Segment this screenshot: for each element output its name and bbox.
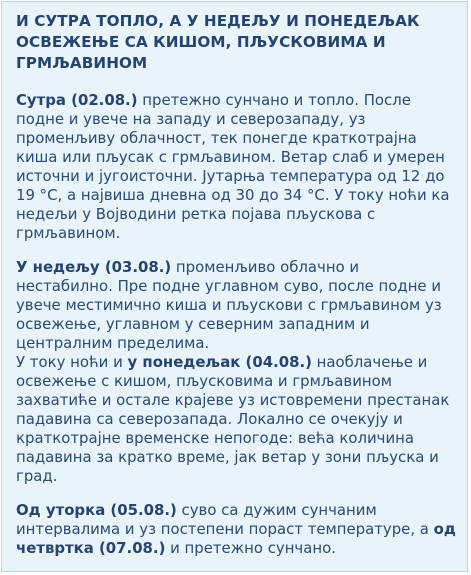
forecast-paragraph-sunday [16,258,459,353]
forecast-paragraph-monday [16,353,459,486]
forecast-paragraph-tomorrow [16,91,459,243]
day-label-tuesday: Од уторка (05.08.) [16,501,177,519]
day-label-sunday: У недељу (03.08.) [16,258,172,276]
forecast-text-monday: наоблачење и освежење с кишом, пљусковима и грмљавином захватиће и остале крајеве уз истовремени престанак падавина са северозапада. Локално се очекују и краткотрајне временске непогоде: већа количина падавина за кратко време, јак ветар у зони пљуска и град. [16,353,450,485]
forecast-text-tomorrow: претежно сунчано и топло. После подне и увече на западу и северозападу, уз променљиву облачност, тек понегде краткотрајна киша или пљусак с грмљавином. Ветар слаб и умерен источни и југоисточни. Јутарња температура од 12 до 19 °C, а највиша дневна од 30 до 34 °C. У току ноћи ка недељи у Војводини ретка појава пљускова с грмљавином. [16,91,450,242]
forecast-paragraph-tuesday [16,501,459,558]
forecast-text-thursday: и претежно сунчано. [165,539,336,557]
day-label-tomorrow: Сутра (02.08.) [16,91,138,109]
forecast-text-tuesday: суво са дужим сунчаним интервалима и уз постепени пораст температуре, а [16,501,434,538]
day-label-thursday: од четвртка (07.08.) [16,520,456,557]
day-label-monday: у понедељак (04.08.) [127,353,312,371]
forecast-prefix-monday: У току ноћи и [16,353,128,371]
forecast-panel [1,1,468,572]
forecast-text-sunday: променљиво облачно и нестабилно. Пре подне углавном суво, после подне и увече местимично киша и пљускови с грмљавином уз освежење, углавном у северним западним и централним пределима. [16,258,442,352]
forecast-headline: И СУТРА ТОПЛО, А У НЕДЕЉУ И ПОНЕДЕЉАК ОСВЕЖЕЊЕ СА КИШОМ, ПЉУСКОВИМА И ГРМЉАВИНОМ [16,12,420,72]
